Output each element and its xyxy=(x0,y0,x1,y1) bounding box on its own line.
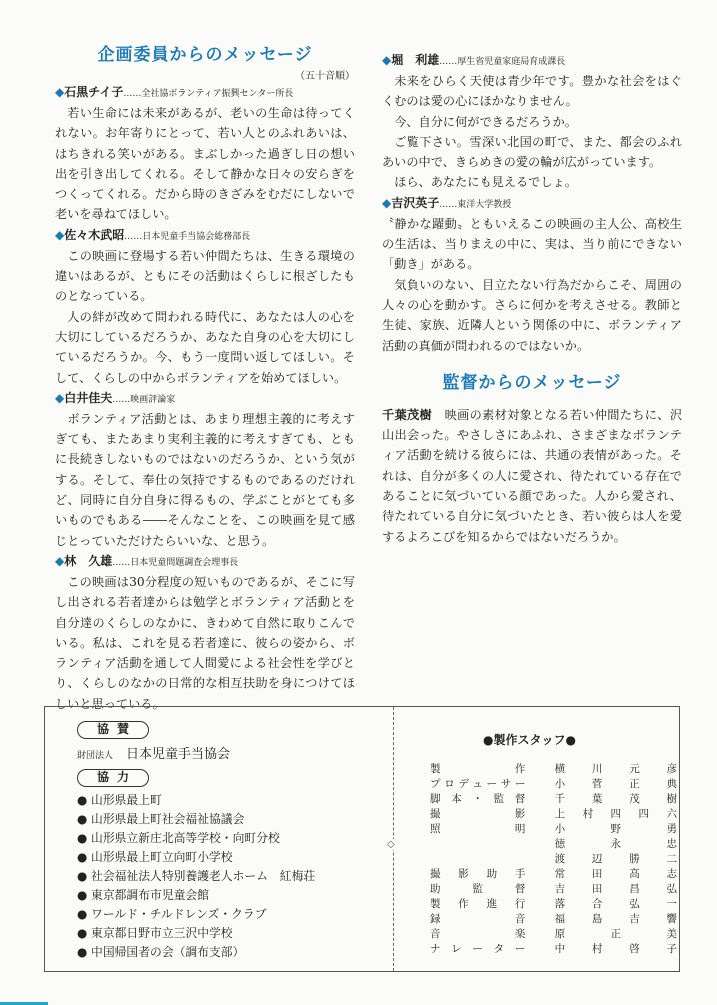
author-name: 石黒チイ子 xyxy=(64,85,124,99)
staff-role: 音楽 xyxy=(430,928,526,940)
author-line: ◆白井佳夫……映画評論家 xyxy=(55,390,176,405)
author-line: ◆佐々木武昭……日本児童手当協会総務部長 xyxy=(55,227,251,242)
list-item: ● 山形県最上町 xyxy=(77,793,162,807)
author-role: ……日本児童問題調査会理事長 xyxy=(112,557,239,568)
staff-role xyxy=(430,836,525,851)
message-paragraph: ご覧下さい。雪深い北国の町で、また、都会のふれあいの中で、きらめきの愛の輪が広がっています。 xyxy=(382,134,682,170)
staff-role: 撮影 xyxy=(430,808,526,820)
staff-role: 脚本・監督 xyxy=(430,793,526,805)
staff-name: 徳永忠 xyxy=(554,838,679,850)
table-row xyxy=(430,881,679,896)
table-row xyxy=(430,926,679,941)
cooperation-badge: 協力 xyxy=(77,769,149,787)
author-role: ……全社協ボランティア振興センター所長 xyxy=(123,89,294,99)
author-line: ◆堀 利雄……厚生省児童家庭局育成課長 xyxy=(382,53,566,67)
message-paragraph: この映画に登場する若い仲間たちは、生きる環境の違いはあるが、ともにその活動はくらしに根ざしたものとなっている。 xyxy=(55,248,355,304)
list-item: ● 中国帰国者の会（調布支部） xyxy=(77,945,245,959)
list-item: ● 山形県最上町立向町小学校 xyxy=(77,850,233,864)
staff-table xyxy=(430,761,679,956)
message-paragraph: 今、自分に何ができるだろうか。 xyxy=(394,114,577,129)
message-paragraph: 若い生命には未来があるが、老いの生命は待ってくれない。お年寄りにとって、若い人とのふれあいは、はちきれる笑いがある。まぶしかった過ぎし日の想い出を引き出してくれる。そして静かな日々の安らぎをつくってくれる。だから時のきざみをむだにしないで老いを尋ねてほしい。 xyxy=(55,106,355,222)
staff-role: 録音 xyxy=(430,913,526,925)
staff-role: 助監督 xyxy=(430,883,526,895)
table-row xyxy=(430,806,679,821)
staff-name: 小菅正典 xyxy=(554,778,679,790)
sponsor-badge: 協賛 xyxy=(77,721,149,739)
staff-role: 製作 xyxy=(430,763,526,775)
order-note: （五十音順） xyxy=(295,71,355,82)
staff-name: 小野勇 xyxy=(554,823,679,835)
right-column xyxy=(382,50,682,547)
author-role: ……東洋大学教授 xyxy=(439,199,512,210)
author-line: ◆石黒チイ子……全社協ボランティア振興センター所長 xyxy=(55,85,294,99)
author-name: 佐々木武昭 xyxy=(64,227,125,242)
staff-name: 福島吉響 xyxy=(554,913,679,925)
director-text: 映画の素材対象となる若い仲間たちに、沢山出会った。やさしさにあふれ、さまざまなボランティア活動を続ける彼らには、共通の表情があった。それは、自分が多くの人に愛され、待たれている存在であることに気づいている顔であった。人から愛され、待たれている自分に気づいたとき、若い彼らは人を愛するよろこびを知るからではないだろうか。 xyxy=(382,407,683,544)
table-row xyxy=(430,896,679,911)
message-paragraph: この映画は30分程度の短いものであるが、そこに写し出される若者達からは勉学とボランティア活動とを自分達のくらしのなかに、きわめて自然に取りこんでいる。私は、これを見る若者達に、彼らの姿から、ボランティア活動を通して人間愛による社会性を学びとり、くらしのなかの日常的な相互扶助を身につけてほしいと思っている。 xyxy=(55,574,355,711)
table-row xyxy=(430,821,679,836)
table-row xyxy=(430,851,679,866)
message-paragraph: 〝静かな躍動〟ともいえるこの映画の主人公、高校生の生活は、当りまえの中に、実は、当り前にできない「動き」がある。 xyxy=(382,216,682,272)
message-paragraph: 人の絆が改めて問われる時代に、あなたは人の心を大切にしているだろうか、あなた自身の心を大切にしているだろうか。今、もう一度問い返してほしい。そして、くらしの中からボランティアを始めてほしい。 xyxy=(55,309,355,385)
credits-box xyxy=(44,706,680,972)
staff-name: 千葉茂樹 xyxy=(554,793,679,805)
staff-name: 落合弘一 xyxy=(554,898,679,910)
table-row xyxy=(430,791,679,806)
author-line: ◆林 久雄……日本児童問題調査会理事長 xyxy=(55,553,239,568)
message-paragraph: 気負いのない、目立たない行為だからこそ、周囲の人々の心を動かす。さらに何かを考えさせる。教師と生徒、家族、近隣人という関係の中に、ボランティア活動の真価が問われるのではないか。 xyxy=(382,277,682,353)
staff-name: 常田高志 xyxy=(554,868,679,880)
message-paragraph: ボランティア活動とは、あまり理想主義的に考えすぎても、またあまり実利主義的に考えすぎても、ともに長続きしないものではないのだろうか、という気がする。そして、奉仕の気持でするものであるのだけれど、同時に自分自身に得るもの、学ぶことがとても多いものでもある――そんなことを、この映画を見て感じとっていただけたらいいな、と思う。 xyxy=(55,411,355,548)
list-item: ● 東京都日野市立三沢中学校 xyxy=(77,926,233,940)
table-row xyxy=(430,941,679,956)
author-name: 白井佳夫 xyxy=(64,390,113,405)
author-role: ……日本児童手当協会総務部長 xyxy=(124,231,251,242)
staff-name: 横川元彦 xyxy=(554,763,679,775)
staff-name: 渡辺勝二 xyxy=(554,853,679,865)
author-name: 林 久雄 xyxy=(64,553,113,568)
sponsor-line xyxy=(77,743,230,762)
staff-name: 中村啓子 xyxy=(554,943,679,955)
left-column xyxy=(55,40,355,714)
staff-role: プロデューサー xyxy=(430,778,526,790)
staff-title: ●製作スタッフ● xyxy=(483,733,576,747)
list-item: ● 山形県立新庄北高等学校・向町分校 xyxy=(77,831,280,845)
author-name: 吉沢英子 xyxy=(391,195,440,210)
message-paragraph: 未来をひらく天使は青少年です。豊かな社会をはぐくむのは愛の心にほかなりません。 xyxy=(382,74,682,109)
director-name: 千葉茂樹 xyxy=(382,407,433,422)
director-title: 監督からのメッセージ xyxy=(442,372,622,393)
list-item: ● ワールド・チルドレンズ・クラブ xyxy=(77,907,267,921)
list-item: ● 東京都調布市児童会館 xyxy=(77,888,210,902)
staff-role: ナレーター xyxy=(430,943,526,955)
staff-name: 吉田昌弘 xyxy=(554,883,679,895)
list-item: ● 社会福祉法人特別養護老人ホーム 紅梅荘 xyxy=(77,869,316,883)
divider-diamond-icon: ◇ xyxy=(387,839,395,850)
staff-name: 上村四四六 xyxy=(554,808,679,820)
table-row xyxy=(430,776,679,791)
staff-role xyxy=(430,851,525,866)
author-role: ……映画評論家 xyxy=(112,394,176,405)
director-message xyxy=(382,405,682,547)
table-row xyxy=(430,836,679,851)
staff-role: 照明 xyxy=(430,823,526,835)
sponsor-name: 日本児童手当協会 xyxy=(126,747,231,762)
sponsor-prefix: 財団法人 xyxy=(77,751,114,761)
table-row xyxy=(430,866,679,881)
list-item: ● 山形県最上町社会福祉協議会 xyxy=(77,812,245,826)
staff-role: 撮影助手 xyxy=(430,868,526,880)
table-row xyxy=(430,911,679,926)
staff-name: 原正美 xyxy=(554,928,679,940)
cooperation-list xyxy=(77,791,315,962)
author-name: 堀 利雄 xyxy=(391,53,440,67)
author-role: ……厚生省児童家庭局育成課長 xyxy=(439,57,566,67)
message-paragraph: ほら、あなたにも見えるでしょ。 xyxy=(394,175,577,190)
author-line: ◆吉沢英子……東洋大学教授 xyxy=(382,195,512,210)
table-row xyxy=(430,761,679,776)
staff-role: 製作進行 xyxy=(430,898,526,910)
planning-title: 企画委員からのメッセージ xyxy=(97,45,313,65)
